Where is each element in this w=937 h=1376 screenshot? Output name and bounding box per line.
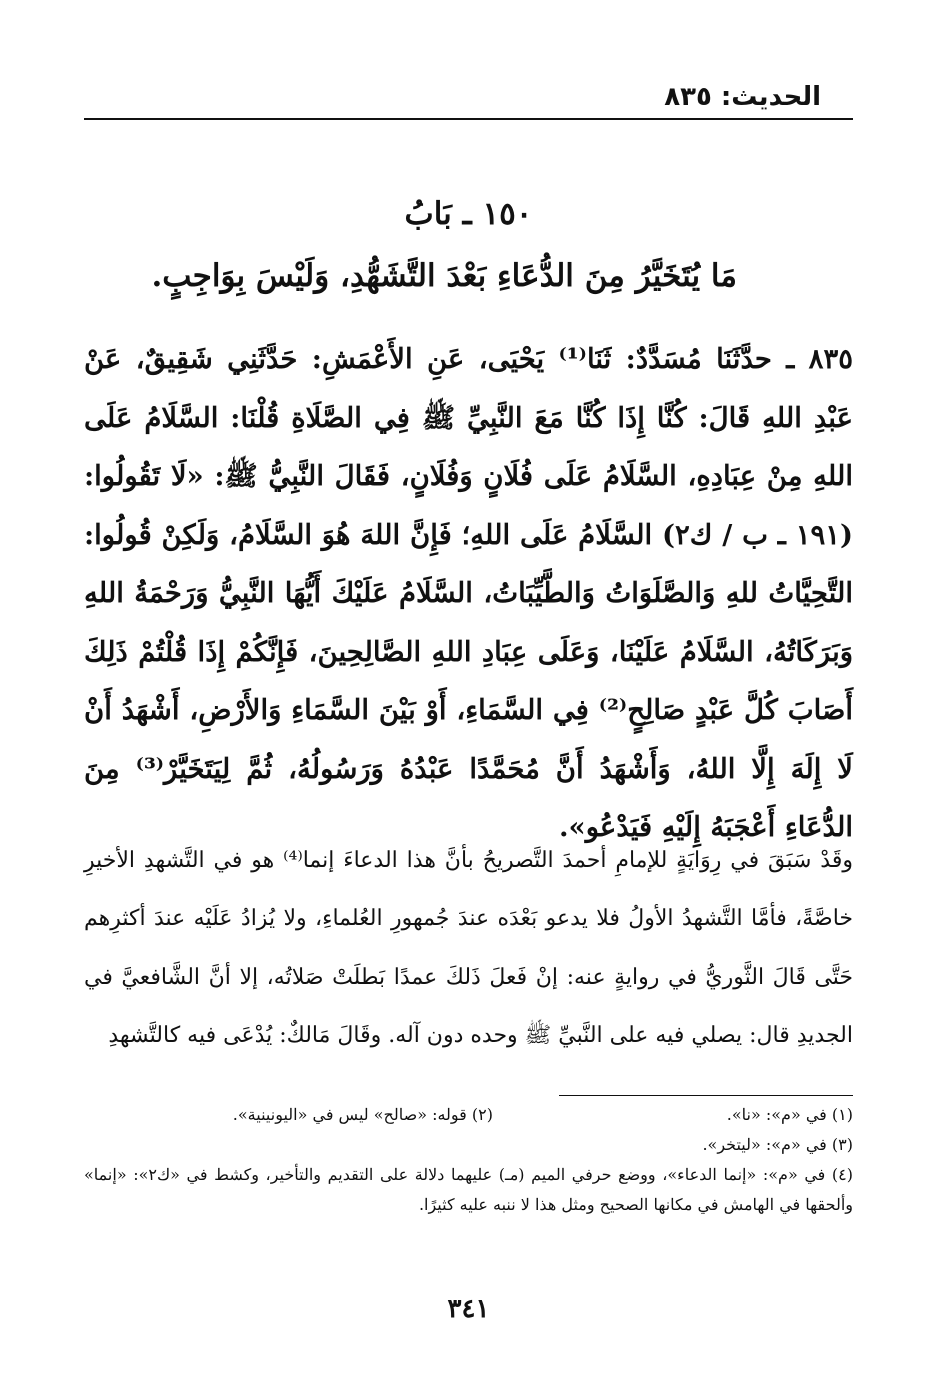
commentary-paragraph: وقَدْ سَبَقَ في رِوَايَةٍ للإمامِ أحمدَ التَّصريحُ بأنَّ هذا الدعاءَ إنما⁽⁴⁾ هو في التَّشهدِ الأخيرِ خاصَّةً، فأمَّا التَّشهدُ الأولُ فلا يدعو بَعْدَه عندَ جُمهورِ العُلماءِ، ولا يُزادُ عَلَيْه عندَ أكثرِهم حَتَّى قَالَ الثَّوريُّ في روايةٍ عنه: إنْ فَعلَ ذَلكَ عمدًا بَطلَتْ صَلاتُه، إلا أنَّ الشَّافعيَّ في الجديدِ قال: يصلي فيه على النَّبيِّ ﷺ وحده دون آله. وقَالَ مَالكٌ: يُدْعَى فيه كالتَّشهدِ: [84, 848, 853, 1048]
running-header: الحديث: ٨٣٥: [664, 82, 821, 112]
footnote-4: (٤) في «م»: «إنما الدعاء»، ووضع حرفي الميم (مـ) عليهما دلالة على التقديم والتأخير، وكشط في «ك٢»: «إنما» وألحقها في الهامش في مكانها الصحيح ومثل هذا لا ننبه عليه كثيرًا.: [84, 1165, 853, 1214]
footnote-rule: [559, 1095, 853, 1096]
footnote-row: [84, 1100, 853, 1130]
footnote-3: (٣) في «م»: «ليتخر».: [702, 1135, 853, 1154]
hadith-text: ٨٣٥ ـ حدَّثَنَا مُسَدَّدٌ: ثَنَا⁽¹⁾ يَحْيَى، عَنِ الأَعْمَشِ: حَدَّثَنِي شَقِيقٌ، عَنْ عَبْدِ اللهِ قَالَ: كُنَّا إِذَا كُنَّا مَعَ النَّبِيِّ ﷺ فِي الصَّلَاةِ قُلْنَا: السَّلَامُ عَلَى اللهِ مِنْ عِبَادِهِ، السَّلَامُ عَلَى فُلَانٍ وَفُلَانٍ، فَقَالَ النَّبِيُّ ﷺ: «لَا تَقُولُوا: (١٩١ ـ ب / ك٢) السَّلَامُ عَلَى اللهِ؛ فَإِنَّ اللهَ هُوَ السَّلَامُ، وَلَكِنْ قُولُوا: التَّحِيَّاتُ للهِ وَالصَّلَوَاتُ وَالطَّيِّبَاتُ، السَّلَامُ عَلَيْكَ أَيُّهَا النَّبِيُّ وَرَحْمَةُ اللهِ وَبَرَكَاتُهُ، السَّلَامُ عَلَيْنَا، وَعَلَى عِبَادِ اللهِ الصَّالِحِينَ، فَإِنَّكُمْ إِذَا قُلْتُمْ ذَلِكَ أَصَابَ كُلَّ عَبْدٍ صَالِحٍ⁽²⁾ فِي السَّمَاءِ، أَوْ بَيْنَ السَّمَاءِ وَالأَرْضِ، أَشْهَدُ أَنْ لَا إِلَهَ إِلَّا اللهُ، وَأَشْهَدُ أَنَّ مُحَمَّدًا عَبْدُهُ وَرَسُولُهُ، ثُمَّ لِيَتَخَيَّرْ⁽³⁾ مِنَ الدُّعَاءِ أَعْجَبَهُ إِلَيْهِ فَيَدْعُو».: [84, 343, 854, 843]
chapter-number: ١٥٠ ـ بَابُ: [404, 196, 533, 232]
footnote-1: (١) في «م»: «نا».: [726, 1105, 853, 1124]
header-rule: [84, 118, 853, 120]
footnotes: [84, 1100, 853, 1220]
chapter-title: مَا يُتَخَيَّرُ مِنَ الدُّعَاءِ بَعْدَ التَّشَهُّدِ، وَلَيْسَ بِوَاجِبٍ.: [151, 258, 737, 294]
footnote-2: (٢) قوله: «صالح» ليس في «اليونينية».: [232, 1105, 493, 1124]
page-number: ٣٤١: [447, 1294, 490, 1324]
